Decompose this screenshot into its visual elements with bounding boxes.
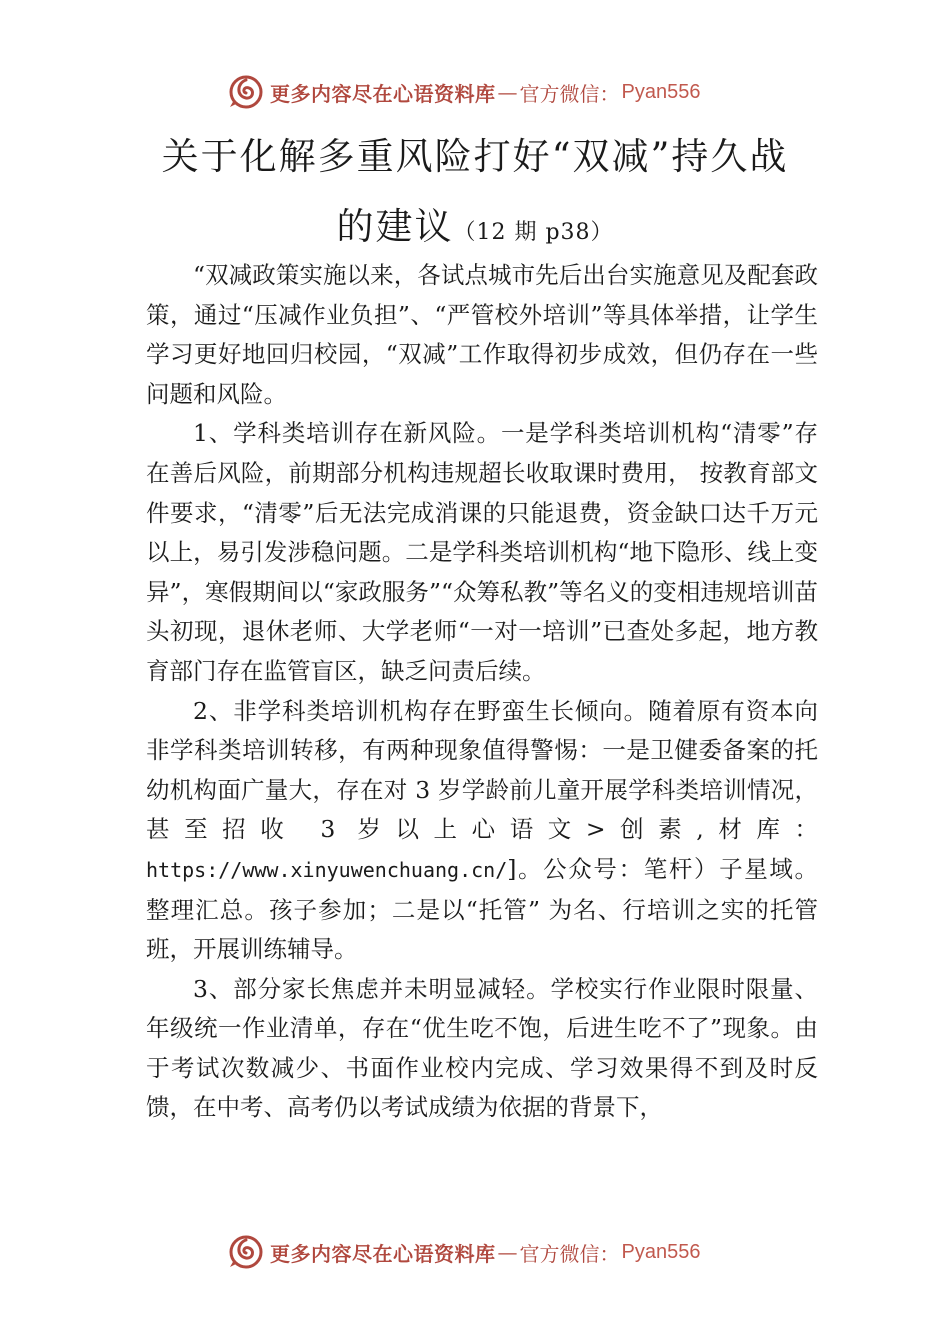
swirl-logo-icon (228, 74, 264, 110)
document-body (146, 256, 818, 1128)
watermark-dash: — (497, 1240, 518, 1264)
watermark-site-text: 更多内容尽在心语资料库 (270, 81, 496, 106)
document-title-line1: 关于化解多重风险打好“双减”持久战 (161, 135, 789, 178)
document-title-line2 (0, 196, 950, 250)
watermark-site-text: 更多内容尽在心语资料库 (270, 1241, 496, 1266)
watermark-wechat-id: Pyan556 (621, 80, 701, 103)
watermark-wechat-label: 官方微信： (519, 1241, 620, 1266)
document-title-issue: （12 期 p38） (453, 220, 614, 245)
swirl-logo-icon (228, 1234, 264, 1270)
document-title-main: 的建议 (336, 205, 454, 248)
source-url: https://www.xinyuwenchuang.cn/ (146, 857, 508, 882)
watermark-banner-top (228, 72, 700, 112)
watermark-banner-bottom (228, 1232, 700, 1272)
watermark-wechat-id: Pyan556 (621, 1240, 701, 1263)
paragraph-point-2-text: 2、非学科类培训机构存在野蛮生长倾向。随着原有资本向非学科类培训转移，有两种现象值得警惕：一是卫健委备案的托幼机构面广量大，存在对 3 岁学龄前儿童开展学科类培训情况，甚至招收 3 岁以上心语文>创素,材库： (146, 696, 818, 844)
paragraph-point-1: 1、学科类培训存在新风险。一是学科类培训机构“清零”存在善后风险，前期部分机构违规超长收取课时费用， 按教育部文件要求，“清零”后无法完成消课的只能退费，资金缺口达千万元以上，易引发涉稳问题。二是学科类培训机构“地下隐形、线上变异”，寒假期间以“家政服务”“众筹私教”等名义的变相违规培训苗头初现，退休老师、大学老师“一对一培训”已查处多起，地方教育部门存在监管盲区，缺乏问责后续。 (146, 419, 818, 685)
paragraph-point-2-tail: ]。公众号：笔杆）子星域。整理汇总。孩子参加；二是以“托管” 为名、行培训之实的托管班，开展训练辅导。 (146, 854, 818, 964)
watermark-wechat-label: 官方微信： (519, 81, 620, 106)
paragraph-point-2 (146, 692, 818, 970)
watermark-dash: — (497, 80, 518, 104)
paragraph-intro: “双减政策实施以来，各试点城市先后出台实施意见及配套政策，通过“压减作业负担”、“严管校外培训”等具体举措，让学生学习更好地回归校园，“双减”工作取得初步成效，但仍存在一些问题和风险。 (146, 261, 818, 408)
paragraph-point-3: 3、部分家长焦虑并未明显减轻。学校实行作业限时限量、年级统一作业清单，存在“优生吃不饱，后进生吃不了”现象。由于考试次数减少、书面作业校内完成、学习效果得不到及时反馈，在中考、高考仍以考试成绩为依据的背景下， (146, 974, 818, 1122)
